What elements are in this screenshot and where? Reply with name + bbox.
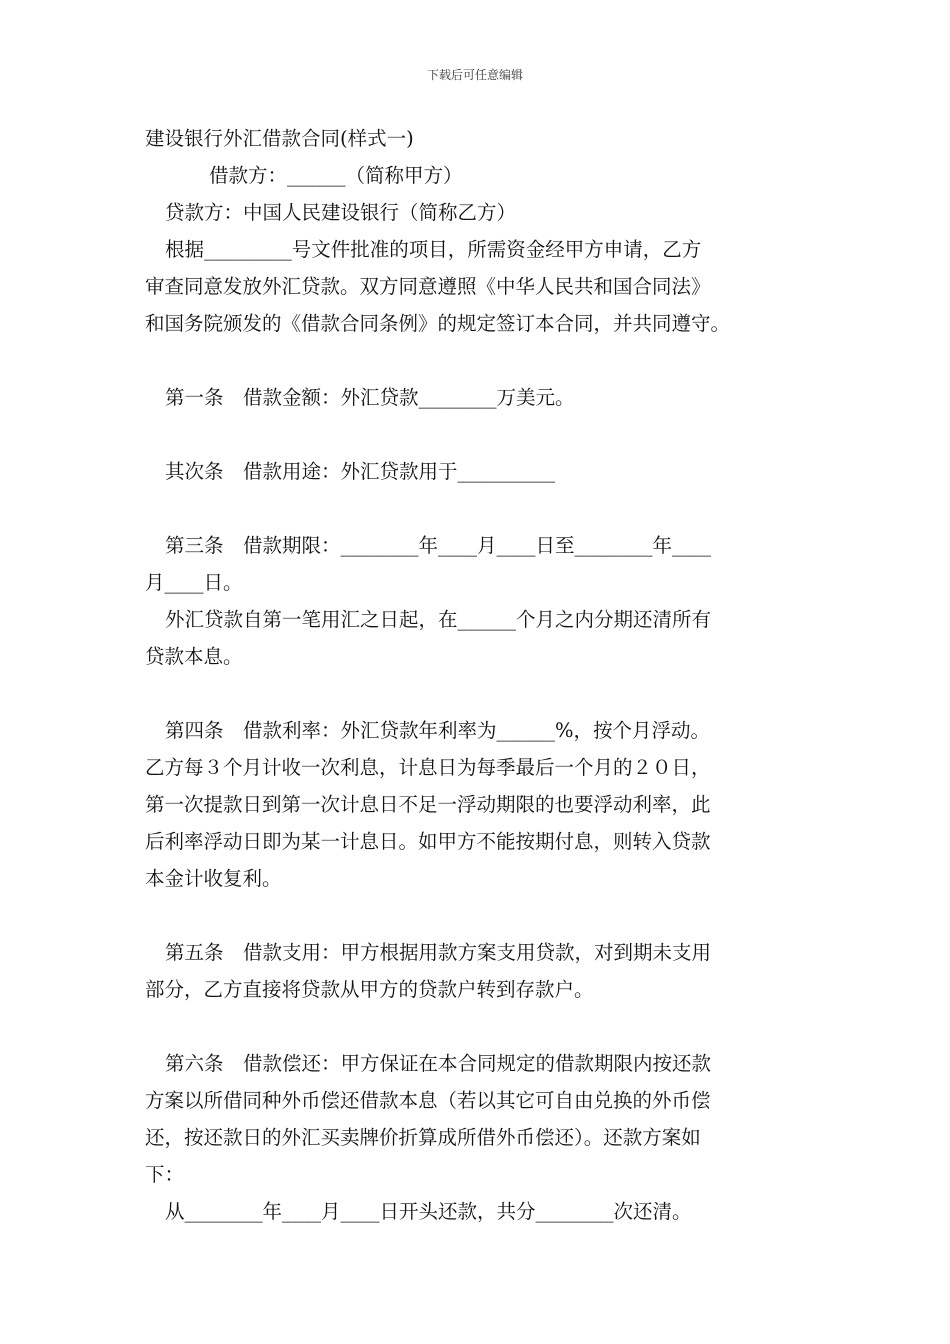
article-4-line-4: 后利率浮动日即为某一计息日。如甲方不能按期付息，则转入贷款 <box>145 830 711 853</box>
article-4-line-1: 第四条 借款利率：外汇贷款年利率为______%，按个月浮动。 <box>165 719 711 742</box>
article-4-line-3: 第一次提款日到第一次计息日不足一浮动期限的也要浮动利率，此 <box>145 793 711 816</box>
contract-title: 建设银行外汇借款合同(样式一) <box>145 127 414 150</box>
preamble-line-3: 和国务院颁发的《借款合同条例》的规定签订本合同，并共同遵守。 <box>145 312 731 335</box>
contract-body <box>145 120 810 1230</box>
borrower-line: 借款方：______（简称甲方） <box>209 164 463 187</box>
article-3-line-3: 外汇贷款自第一笔用汇之日起，在______个月之内分期还清所有 <box>165 608 712 631</box>
article-3-line-1: 第三条 借款期限：________年____月____日至________年____ <box>165 534 712 557</box>
article-5-line-2: 部分，乙方直接将贷款从甲方的贷款户转到存款户。 <box>145 978 594 1001</box>
article-4-line-2: 乙方每３个月计收一次利息，计息日为每季最后一个月的２０日， <box>145 756 711 779</box>
article-6-line-2: 方案以所借同种外币偿还借款本息（若以其它可自由兑换的外币偿 <box>145 1089 711 1112</box>
lender-line: 贷款方：中国人民建设银行（简称乙方） <box>165 201 517 224</box>
article-6-line-3: 还，按还款日的外汇买卖牌价折算成所借外币偿还）。还款方案如 <box>145 1126 701 1149</box>
page-header-note: 下载后可任意编辑 <box>426 68 523 82</box>
article-2: 其次条 借款用途：外汇贷款用于__________ <box>165 460 556 483</box>
article-4-line-5: 本金计收复利。 <box>145 867 282 890</box>
preamble-line-1: 根据_________号文件批准的项目，所需资金经甲方申请，乙方 <box>165 238 702 261</box>
article-6-line-4: 下： <box>145 1163 185 1186</box>
article-6-line-5: 从________年____月____日开头还款，共分________次还清。 <box>165 1200 692 1223</box>
article-1: 第一条 借款金额：外汇贷款________万美元。 <box>165 386 575 409</box>
article-5-line-1: 第五条 借款支用：甲方根据用款方案支用贷款，对到期未支用 <box>165 941 712 964</box>
article-3-line-4: 贷款本息。 <box>145 645 243 668</box>
article-6-line-1: 第六条 借款偿还：甲方保证在本合同规定的借款期限内按还款 <box>165 1052 712 1075</box>
article-3-line-2: 月____日。 <box>145 571 243 594</box>
preamble-line-2: 审查同意发放外汇贷款。双方同意遵照《中华人民共和国合同法》 <box>145 275 711 298</box>
